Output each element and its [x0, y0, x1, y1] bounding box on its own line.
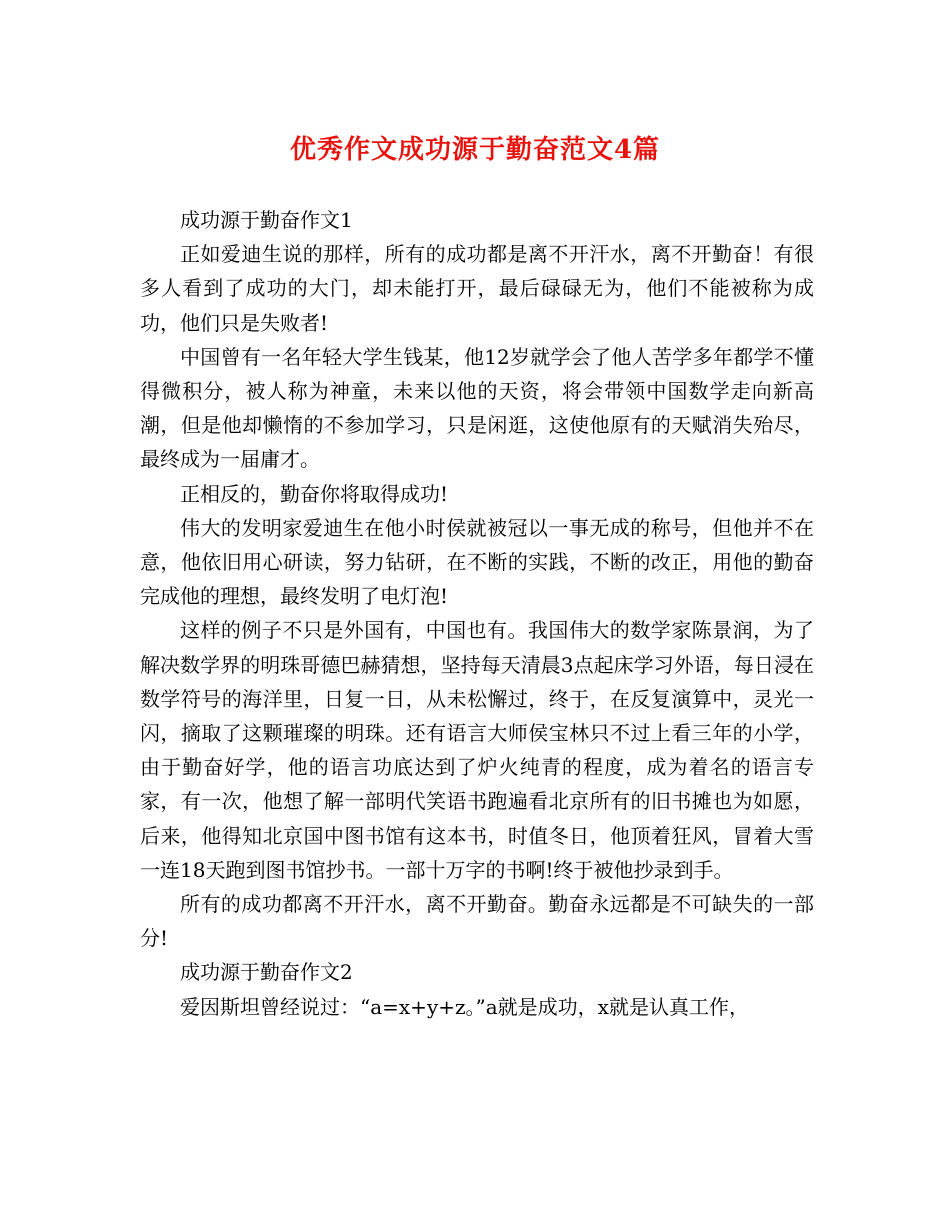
essay-heading-2: 成功源于勤奋作文2 [180, 960, 353, 985]
document-body [140, 203, 814, 1024]
paragraph: 中国曾有一名年轻大学生钱某，他12岁就学会了他人苦学多年都学不懂得微积分，被人称为神童，未来以他的天资，将会带领中国数学走向新高潮，但是他却懒惰的不参加学习，只是闲逛，这使他原有的天赋消失殆尽，最终成为一届庸才。 [140, 344, 814, 472]
document-title: 优秀作文成功源于勤奋范文4篇 [289, 135, 661, 165]
paragraph: 这样的例子不只是外国有，中国也有。我国伟大的数学家陈景润，为了解决数学界的明珠哥德巴赫猜想，坚持每天清晨3点起床学习外语，每日浸在数学符号的海洋里，日复一日，从未松懈过，终于，在反复演算中，灵光一闪，摘取了这颗璀璨的明珠。还有语言大师侯宝林只不过上看三年的小学，由于勤奋好学，他的语言功底达到了炉火纯青的程度，成为着名的语言专家，有一次，他想了解一部明代笑语书跑遍看北京所有的旧书摊也为如愿，后来，他得知北京国中图书馆有这本书，时值冬日，他顶着狂风，冒着大雪一连18天跑到图书馆抄书。一部十万字的书啊!终于被他抄录到手。 [140, 618, 814, 882]
essay-heading-1: 成功源于勤奋作文1 [180, 208, 353, 232]
paragraph: 正如爱迪生说的那样，所有的成功都是离不开汗水，离不开勤奋！有很多人看到了成功的大门，却未能打开，最后碌碌无为，他们不能被称为成功，他们只是失败者! [140, 242, 814, 335]
paragraph: 所有的成功都离不开汗水，离不开勤奋。勤奋永远都是不可缺失的一部分! [140, 892, 814, 951]
paragraph: 伟大的发明家爱迪生在他小时侯就被冠以一事无成的称号，但他并不在意，他依旧用心研读，努力钻研，在不断的实践，不断的改正，用他的勤奋完成他的理想，最终发明了电灯泡! [140, 515, 814, 609]
paragraph: 正相反的，勤奋你将取得成功! [180, 481, 449, 506]
paragraph: 爱因斯坦曾经说过：“a=x+y+z。”a就是成功，x就是认真工作， [180, 994, 749, 1019]
